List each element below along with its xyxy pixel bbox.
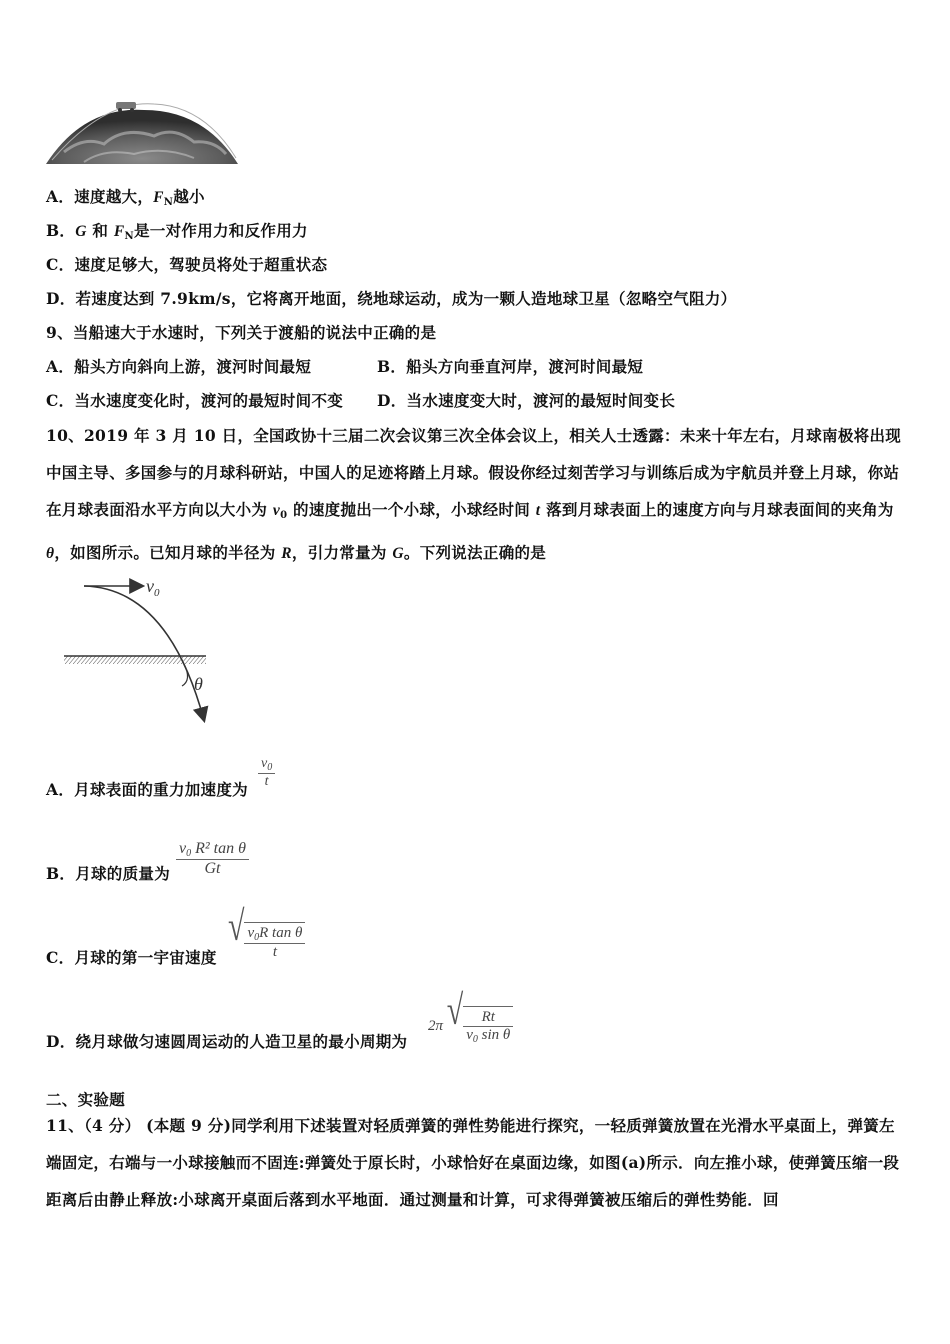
q10-option-b: B．月球的质量为 [46,864,171,883]
trajectory-curve [84,586,204,720]
q9-option-b: B．船头方向垂直河岸，渡河时间最短 [377,357,644,376]
q8-option-d: D．若速度达到 7.9km/s，它将离开地面，绕地球运动，成为一颗人造地球卫星（忽略空气阻力） [46,289,737,308]
formula-a: $\frac{v_0}{t}$ [258,756,275,790]
q8-option-c: C．速度足够大，驾驶员将处于超重状态 [46,255,328,274]
formula-c: √ $\frac{v_0R \tan \theta}{t}$ [228,922,305,961]
projectile-figure [58,572,218,732]
section-title: 二、实验题 [46,1090,126,1109]
formula-d: 2π √ $\frac{Rt}{v_0 \sin \theta}$ [428,1006,513,1045]
q9-option-a: A．船头方向斜向上游，渡河时间最短 [46,357,312,376]
ground-surface [64,656,206,664]
v0-label: $v_0$ [146,576,160,599]
q8-option-a: A．速度越大，$F_N$越小 [46,187,205,208]
earth-car-illustration [44,96,240,166]
q8-option-b: B．G 和 $F_N$是一对作用力和反作用力 [46,221,308,242]
q10-stem: 10、2019 年 3 月 10 日，全国政协十三届二次会议第三次全体会议上，相关人士透露：未来十年左右，月球南极将出现中国主导、多国参与的月球科研站，中国人的足迹将踏上月球。假设你经过刻苦学习与训练后成为宇航员并登上月球，你站在月球表面沿水平方向以大小为 $v_0$ 的速度抛出一个小球，小球经时间 t 落到月球表面上的速度方向与月球表面间的夹角为 θ，如图所示。已知月球的半径为 R，引力常量为 G。下列说法正确的是 [46,426,902,562]
q9-option-c: C．当水速度变化时，渡河的最短时间不变 [46,391,344,410]
q10-option-d: D．绕月球做匀速圆周运动的人造卫星的最小周期为 [46,1032,408,1051]
q9-stem: 9、当船速大于水速时，下列关于渡船的说法中正确的是 [46,323,437,342]
option-label: A． [46,187,75,206]
q10-option-a: A．月球表面的重力加速度为 [46,780,248,799]
theta-label: θ [194,674,203,694]
q11-text: 11、（4 分） (本题 9 分)同学利用下述装置对轻质弹簧的弹性势能进行探究，一轻质弹簧放置在光滑水平桌面上，弹簧左端固定，右端与一小球接触而不固连:弹簧处于原长时，小球恰好在桌面边缘，如图(a)所示．向左推小球，使弹簧压缩一段距离后由静止释放:小球离开桌面后落到水平地面．通过测量和计算，可求得弹簧被压缩后的弹性势能．回 [46,1116,900,1209]
formula-b: $\frac{v_0 R^2 \tan \theta}{Gt}$ [176,840,249,878]
q9-option-d: D．当水速度变大时，渡河的最短时间变长 [377,391,676,410]
q10-option-c: C．月球的第一宇宙速度 [46,948,217,967]
